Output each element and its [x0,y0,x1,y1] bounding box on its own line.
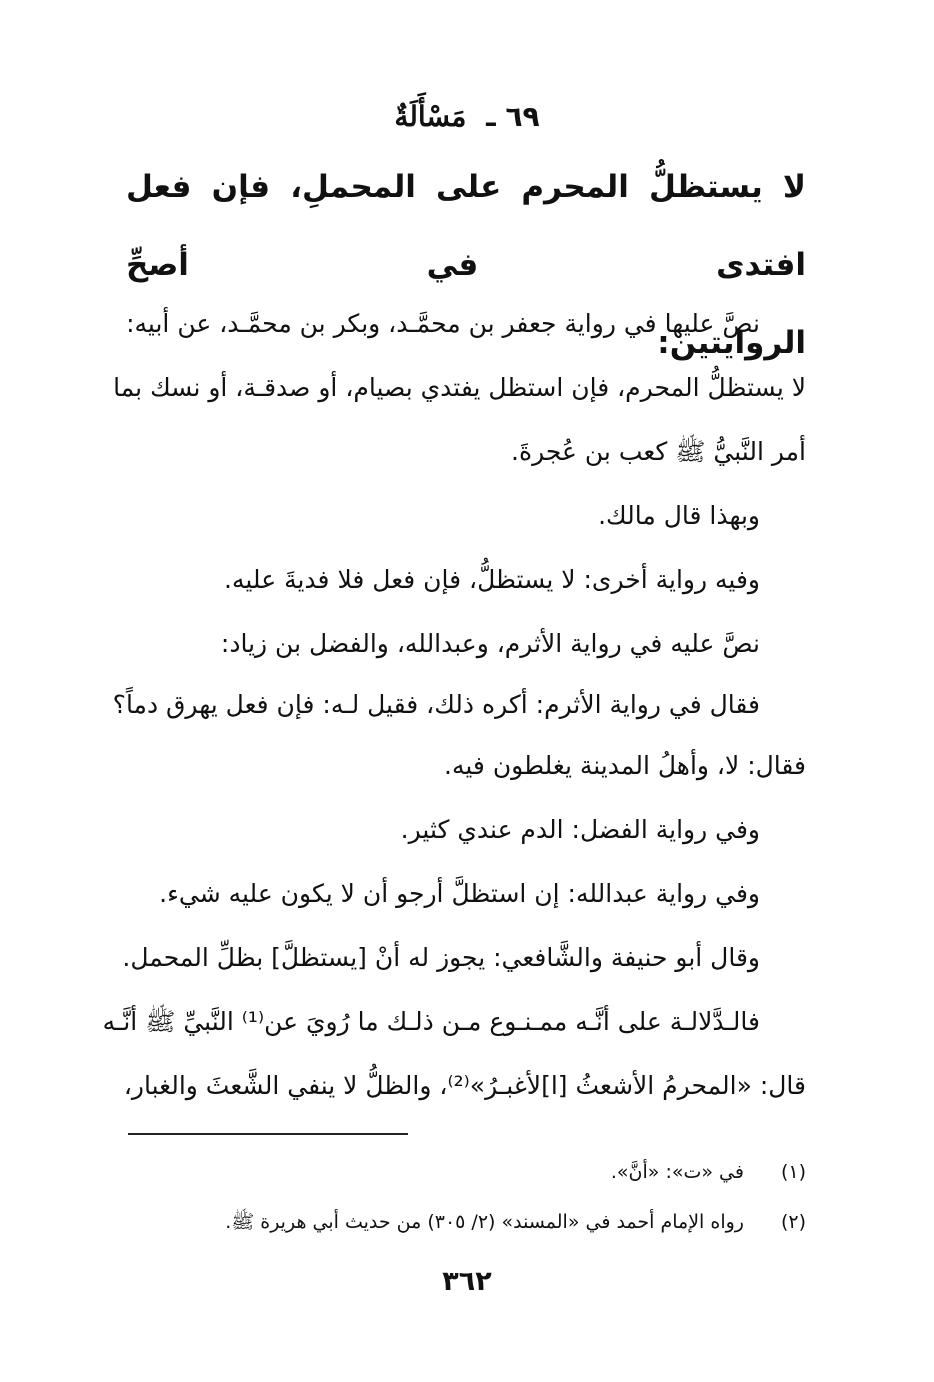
issue-heading [0,92,934,142]
body-line: قال: «المحرمُ الأشعثُ [ا]لأغبـرُ»⁽²⁾، والظلُّ لا ينفي الشَّعثَ والغبار، [123,1071,806,1100]
body-line: وفيه رواية أخرى: لا يستظلُّ، فإن فعل فلا فديةَ عليه. [224,565,760,594]
body-line: نصَّ عليه في رواية الأثرم، وعبدالله، والفضل بن زياد: [220,629,760,658]
page-number: ٣٦٢ [442,1266,492,1297]
body-line: وبهذا قال مالك. [598,501,760,530]
body-line: أمر النَّبيُّ ﷺ كعب بن عُجرةَ. [511,437,806,466]
issue-number: ٦٩ ـ [486,100,540,133]
body-line: نصَّ عليها في رواية جعفر بن محمَّـد، وبكر بن محمَّـد، عن أبيه: [126,309,760,338]
footnote-text: رواه الإمام أحمد في «المسند» (٢/ ٣٠٥) من حديث أبي هريرة ﷺ. [225,1211,744,1233]
footnote [126,1202,806,1242]
title-line-2: الروايتين: [657,325,806,361]
body-line: وفي رواية الفضل: الدم عندي كثير. [400,815,760,844]
footnote-number: (٢) [780,1211,806,1233]
body-line: فالـدَّلالـة على أنَّـه ممـنـوع مـن ذلـك ما رُويَ عن⁽¹⁾ النَّبيِّ ﷺ أنَّـه [102,1007,760,1036]
body-line: وقال أبو حنيفة والشَّافعي: يجوز له أنْ [يستظلَّ] بظلِّ المحمل. [122,943,760,972]
footnote-number: (١) [780,1161,806,1183]
body-line: وفي رواية عبدالله: إن استظلَّ أرجو أن لا يكون عليه شيء. [159,879,760,908]
footnote [126,1152,806,1192]
title-line-1: لا يستظلُّ المحرم على المحملِ، فإن فعل افتدى في أصحِّ [126,169,806,283]
footnote-divider [128,1133,408,1135]
footnote-text: في «ت»: «أنَّ». [610,1161,744,1183]
body-line: فقال: لا، وأهلُ المدينة يغلطون فيه. [444,751,806,780]
body-line: لا يستظلُّ المحرم، فإن استظل يفتدي بصيام، أو صدقـة، أو نسك بما [113,373,806,402]
body-line: فقال في رواية الأثرم: أكره ذلك، فقيل لـه: فإن فعل يهرق دماً؟ [112,690,760,719]
body-text [102,292,806,1118]
issue-word: مَسْأَلَةٌ [394,100,467,133]
